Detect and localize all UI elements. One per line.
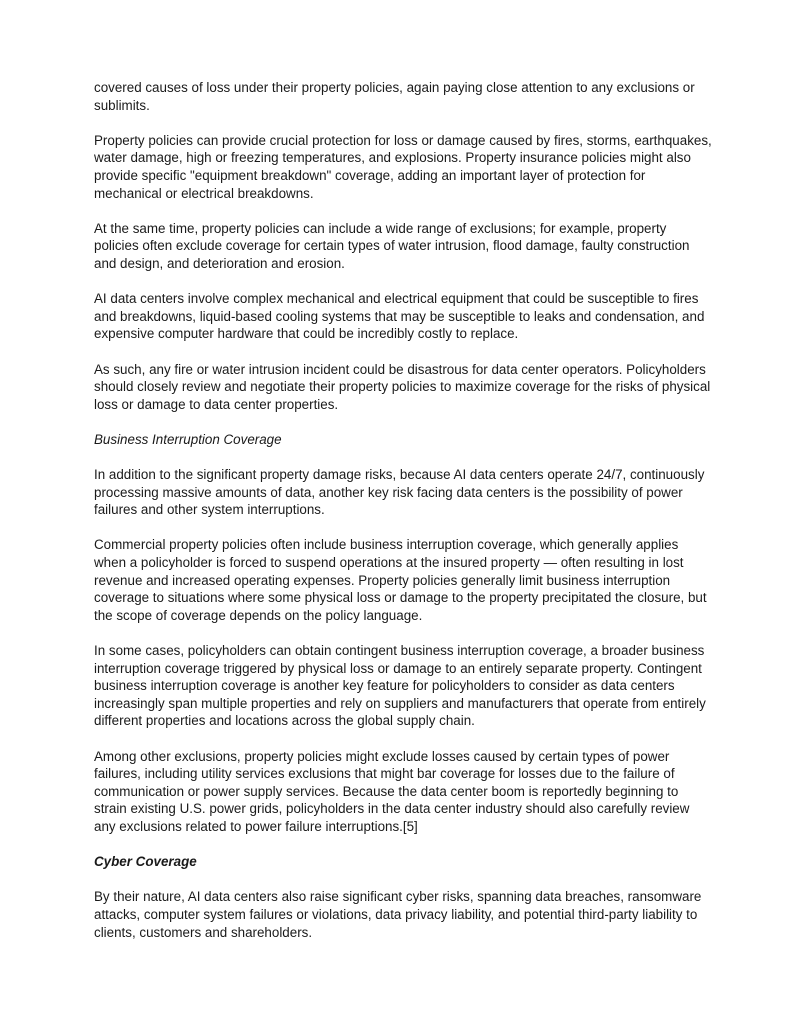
paragraph-power-failures: In addition to the significant property damage risks, because AI data centers operate 24/7, continuously processing massive amounts of data, another key risk facing data centers is the possibility of power failures and other system interruptions. xyxy=(94,467,705,518)
paragraph-utility-exclusions: Among other exclusions, property policies might exclude losses caused by certain types of power failures, including utility services exclusions that might bar coverage for losses due to the failure of communication or power supply services. Because the data center boom is reportedly beginning to strain existing U.S. power grids, policyholders in the data center industry should also carefully review any exclusions related to power failure interruptions.[5] xyxy=(94,748,690,834)
paragraph-bi-coverage: Commercial property policies often include business interruption coverage, which generally applies when a policyholder is forced to suspend operations at the insured property — often resulting in lost revenue and increased operating expenses. Property policies generally limit business interruption coverage to situations where some physical loss or damage to the property precipitated the closure, but the scope of coverage depends on the policy language. xyxy=(94,537,707,623)
paragraph-sublimits: covered causes of loss under their property policies, again paying close attention to any exclusions or sublimits. xyxy=(94,80,695,113)
heading-business-interruption: Business Interruption Coverage xyxy=(94,431,282,447)
paragraph-property-exclusions: At the same time, property policies can include a wide range of exclusions; for example, property policies often exclude coverage for certain types of water intrusion, flood damage, faulty construction and design, and deterioration and erosion. xyxy=(94,220,690,271)
paragraph-contingent-bi: In some cases, policyholders can obtain contingent business interruption coverage, a broader business interruption coverage triggered by physical loss or damage to an entirely separate property. Contingent business interruption coverage is another key feature for policyholders to consider as data centers increasingly span multiple properties and rely on suppliers and manufacturers that operate from entirely different properties and locations across the global supply chain. xyxy=(94,643,706,729)
paragraph-cyber-risks: By their nature, AI data centers also raise significant cyber risks, spanning data breaches, ransomware attacks, computer system failures or violations, data privacy liability, and potential third-party liability to clients, customers and shareholders. xyxy=(94,889,702,940)
document-page xyxy=(94,79,714,959)
paragraph-ai-equipment: AI data centers involve complex mechanical and electrical equipment that could be susceptible to fires and breakdowns, liquid-based cooling systems that may be susceptible to leaks and condensation, and expensive computer hardware that could be incredibly costly to replace. xyxy=(94,291,705,342)
paragraph-fire-water: As such, any fire or water intrusion incident could be disastrous for data center operators. Policyholders should closely review and negotiate their property policies to maximize coverage for the risks of physical loss or damage to data center properties. xyxy=(94,361,711,412)
paragraph-property-protection: Property policies can provide crucial protection for loss or damage caused by fires, storms, earthquakes, water damage, high or freezing temperatures, and explosions. Property insurance policies might also provide specific "equipment breakdown" coverage, adding an important layer of protection for mechanical or electrical breakdowns. xyxy=(94,132,712,201)
heading-cyber-coverage: Cyber Coverage xyxy=(94,854,197,870)
